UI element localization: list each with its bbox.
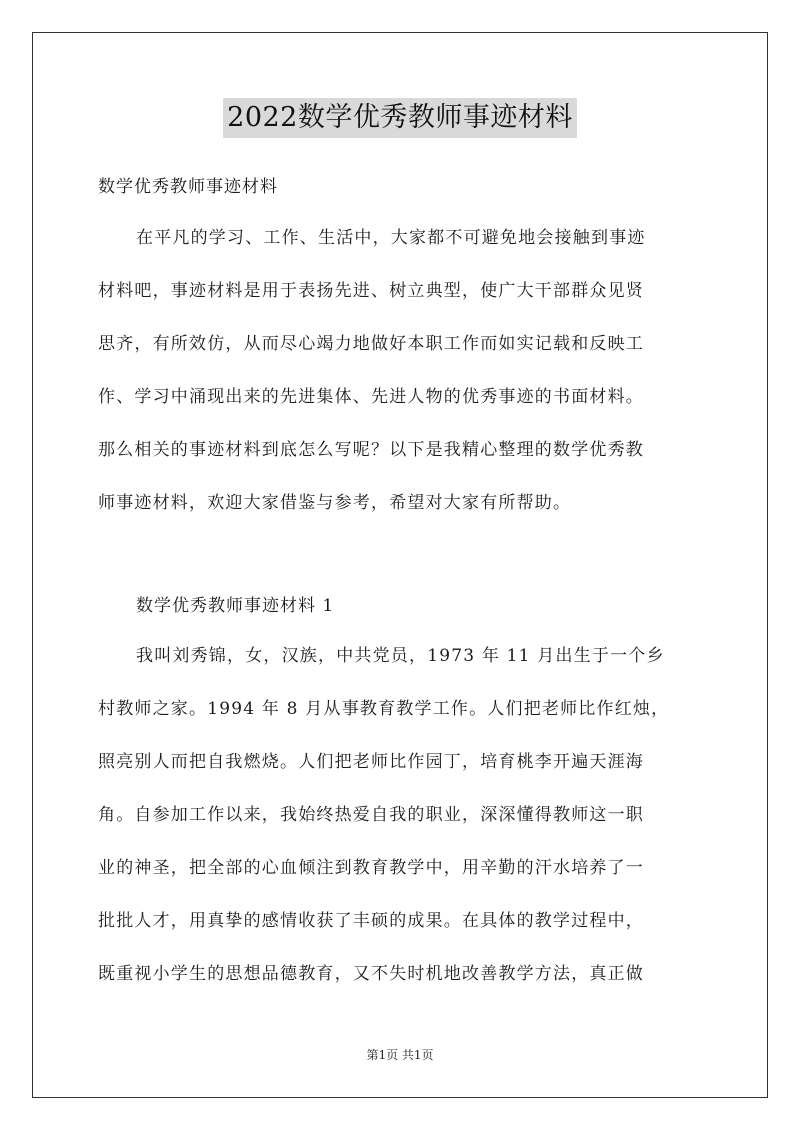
paragraph-line: 师事迹材料，欢迎大家借鉴与参考，希望对大家有所帮助。 [98,493,572,513]
paragraph-line: 在平凡的学习、工作、生活中，大家都不可避免地会接触到事迹 [136,228,646,248]
paragraph-line: 思齐，有所效仿，从而尽心竭力地做好本职工作而如实记载和反映工 [98,334,644,354]
body-paragraph [98,630,718,1001]
page-footer: 第1页 共1页 [366,1048,434,1062]
paragraph-line: 那么相关的事迹材料到底怎么写呢？以下是我精心整理的数学优秀教 [98,440,644,460]
paragraph-line: 既重视小学生的思想品德教育，又不失时机地改善教学方法，真正做 [98,964,644,984]
paragraph-line: 业的神圣，把全部的心血倾注到教育教学中，用辛勤的汗水培养了一 [98,858,644,878]
paragraph-line: 作、学习中涌现出来的先进集体、先进人物的优秀事迹的书面材料。 [98,387,644,407]
paragraph-line: 批批人才，用真挚的感情收获了丰硕的成果。在具体的教学过程中， [98,911,644,931]
paragraph-line: 材料吧，事迹材料是用于表扬先进、树立典型，使广大干部群众见贤 [98,281,644,301]
paragraph-line: 照亮别人而把自我燃烧。人们把老师比作园丁，培育桃李开遍天涯海 [98,752,644,772]
document-subtitle: 数学优秀教师事迹材料 [98,177,278,197]
title-container [0,98,800,138]
intro-paragraph [98,212,718,530]
paragraph-line: 村教师之家。1994 年 8 月从事教育教学工作。人们把老师比作红烛， [98,699,670,719]
paragraph-line: 角。自参加工作以来，我始终热爱自我的职业，深深懂得教师这一职 [98,805,644,825]
section-heading: 数学优秀教师事迹材料 1 [136,596,335,616]
document-title: 2022数学优秀教师事迹材料 [223,98,577,138]
paragraph-line: 我叫刘秀锦，女，汉族，中共党员，1973 年 11 月出生于一个乡 [136,646,665,666]
